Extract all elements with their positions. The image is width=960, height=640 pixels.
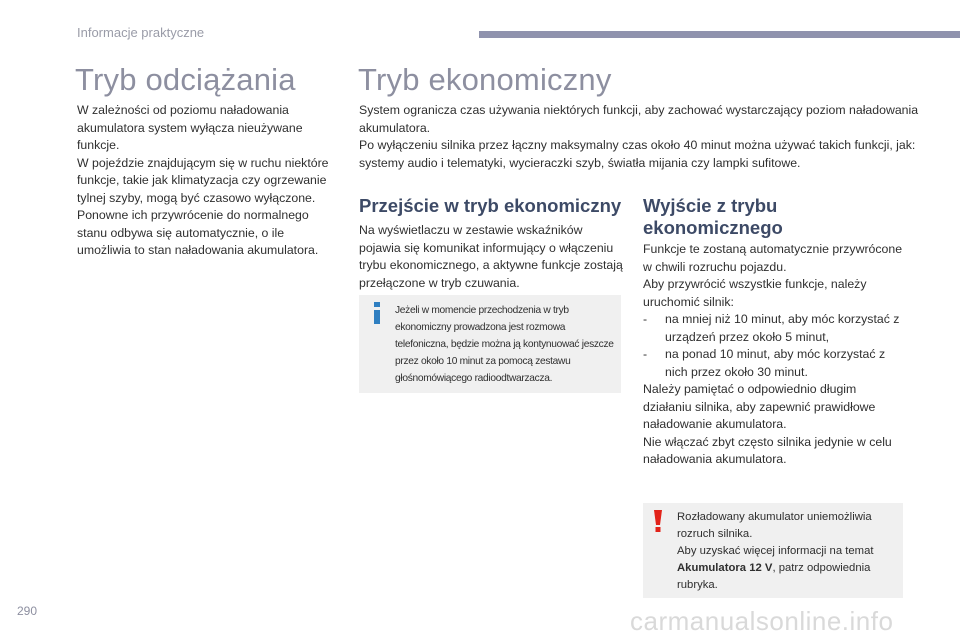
info-icon (370, 302, 384, 324)
intro-paragraph: System ogranicza czas używania niektórych funkcji, aby zachować wystarczający poziom naładowania akumulatora. (359, 103, 919, 135)
warning-text: , patrz odpowiednia rubryka. (677, 562, 871, 591)
header-accent-bar (479, 31, 960, 38)
entry-paragraph: Na wyświetlaczu w zestawie wskaźników pojawia się komunikat informujący o włączeniu trybu ekonomicznego, a aktywne funkcje zostają przełączone w tryb czuwania. (359, 223, 623, 290)
left-title: Tryb odciążania (75, 62, 296, 97)
warning-bold-ref: Akumulatora 12 V (677, 562, 773, 574)
exit-paragraph: Należy pamiętać o odpowiednio długim działaniu silnika, aby zapewnić prawidłowe naładowanie akumulatora. (643, 382, 876, 431)
exit-bullet (643, 311, 908, 346)
exit-paragraph: Funkcje te zostaną automatycznie przywrócone w chwili rozruchu pojazdu. (643, 242, 903, 274)
left-paragraph: Ponowne ich przywrócenie do normalnego stanu odbywa się automatycznie, o ile umożliwia to stan naładowania akumulatora. (77, 208, 319, 257)
exit-paragraph: Nie włączać zbyt często silnika jedynie w celu naładowania akumulatora. (643, 434, 892, 466)
watermark: carmanualsonline.info (630, 606, 894, 636)
warning-icon (653, 510, 663, 532)
left-paragraph: W zależności od poziomu naładowania akumulatora system wyłącza nieużywane funkcje. (77, 103, 303, 152)
info-note (359, 295, 621, 393)
bullet-dash: - (643, 312, 648, 326)
entry-body (359, 222, 624, 292)
exit-bullet-text: na ponad 10 minut, aby móc korzystać z nich przez około 30 minut. (665, 347, 886, 379)
section-label: Informacje praktyczne (77, 25, 205, 40)
info-note-text: Jeżeli w momencie przechodzenia w tryb ekonomiczny prowadzona jest rozmowa telefoniczna, będzie można ją kontynuować jeszcze przez około 10 minut za pomocą zestawu głośnomówiącego radioodtwarzacza. (395, 305, 614, 384)
exit-bullet-text: na mniej niż 10 minut, aby móc korzystać z urządzeń przez około 5 minut, (665, 312, 900, 344)
left-paragraph: W pojeździe znajdującym się w ruchu niektóre funkcje, takie jak klimatyzacja czy ogrzewanie tylnej szyby, mogą być czasowo wyłączone. (77, 155, 329, 205)
warning-text: Aby uzyskać więcej informacji na temat (677, 545, 874, 557)
exit-heading: Wyjście z trybu ekonomicznego (643, 195, 783, 238)
bullet-dash: - (643, 347, 648, 361)
intro-body (359, 102, 919, 172)
exit-body (643, 241, 908, 469)
intro-paragraph: Po wyłączeniu silnika przez łączny maksymalny czas około 40 minut można używać takich funkcji, jak: systemy audio i telematyki, wycieraczki szyb, światła mijania czy lampki sufitowe. (359, 138, 916, 170)
warning-line (677, 543, 899, 594)
exit-bullet (643, 346, 908, 381)
exit-paragraph: Aby przywrócić wszystkie funkcje, należy uruchomić silnik: (643, 277, 867, 309)
left-body (77, 102, 339, 260)
entry-heading: Przejście w tryb ekonomiczny (359, 195, 622, 216)
warning-note (643, 503, 903, 598)
warning-line: Rozładowany akumulator uniemożliwia rozruch silnika. (677, 511, 872, 540)
page-number: 290 (17, 604, 38, 618)
right-title: Tryb ekonomiczny (358, 62, 612, 97)
warning-note-text (677, 509, 899, 594)
